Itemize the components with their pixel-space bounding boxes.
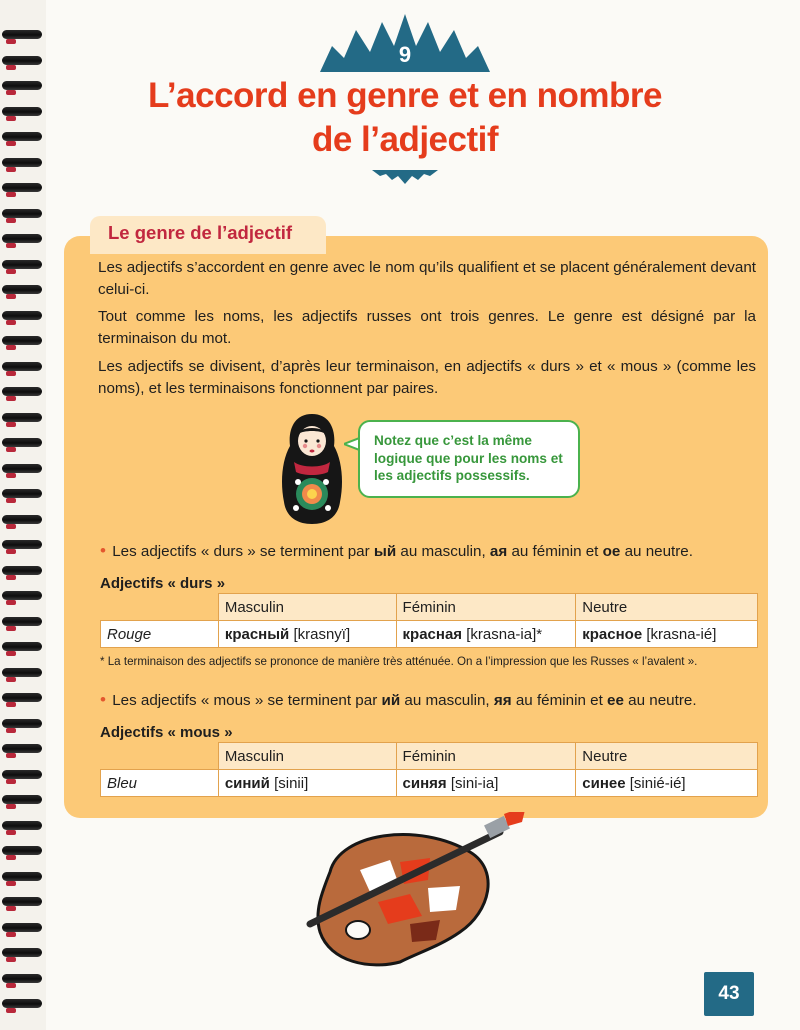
spiral-coil (2, 872, 42, 881)
spiral-coil (2, 413, 42, 422)
spiral-coil (2, 515, 42, 524)
table-header-row (101, 743, 758, 770)
hard-adjectives-subtitle: Adjectifs « durs » (100, 575, 226, 592)
spiral-coil (2, 744, 42, 753)
spiral-coil (2, 897, 42, 906)
spiral-coil (2, 362, 42, 371)
spiral-coil (2, 387, 42, 396)
spiral-coil (2, 336, 42, 345)
cell-neutre: красное [krasna-ié] (576, 621, 758, 648)
spiral-coil (2, 107, 42, 116)
spiral-coil (2, 795, 42, 804)
cell-masculin: красный [krasnyï] (218, 621, 396, 648)
bullet-dot: • (100, 690, 106, 709)
tip-bubble: Notez que c’est la même logique que pour les noms et les adjectifs possessifs. (358, 420, 580, 498)
spiral-coil (2, 617, 42, 626)
hard-adjectives-rule: • Les adjectifs « durs » se terminent par ый au masculin, ая au féminin et ое au neutre. (100, 541, 693, 560)
header-masculin: Masculin (218, 743, 396, 770)
hard-adjectives-table (100, 593, 758, 648)
paragraph-1: Les adjectifs s’accordent en genre avec le nom qu’ils qualifient et se placent généralement devant celui-ci. (98, 259, 756, 298)
section-heading: Le genre de l’adjectif (108, 222, 293, 243)
spiral-coil (2, 234, 42, 243)
page-title (60, 74, 750, 162)
spiral-coil (2, 591, 42, 600)
ending-masculine: ый (373, 543, 397, 560)
header-feminin: Féminin (396, 743, 576, 770)
spiral-coil (2, 642, 42, 651)
spiral-coil (2, 974, 42, 983)
matryoshka-doll-icon (276, 412, 348, 528)
row-label: Bleu (101, 770, 219, 797)
soft-adjectives-rule: • Les adjectifs « mous » se terminent par ий au masculin, яя au féminin et ее au neutre. (100, 690, 697, 709)
table-corner (101, 594, 219, 621)
header-masculin: Masculin (218, 594, 396, 621)
header-neutre: Neutre (576, 594, 758, 621)
page-number: 43 (704, 972, 754, 1016)
spiral-coil (2, 693, 42, 702)
table-row (101, 770, 758, 797)
title-line-2: de l’adjectif (311, 120, 499, 159)
chapter-badge (320, 12, 490, 72)
spiral-coil (2, 668, 42, 677)
spiral-coil (2, 566, 42, 575)
cell-masculin: синий [sinii] (218, 770, 396, 797)
spiral-coil (2, 132, 42, 141)
spiral-coil (2, 999, 42, 1008)
spiral-coil (2, 438, 42, 447)
soft-adjectives-subtitle: Adjectifs « mous » (100, 724, 233, 741)
spiral-coil (2, 260, 42, 269)
spiral-coil (2, 540, 42, 549)
cell-neutre: синее [sinié-ié] (576, 770, 758, 797)
spiral-coil (2, 821, 42, 830)
spiral-coil (2, 489, 42, 498)
spiral-binding (0, 0, 46, 1030)
spiral-coil (2, 30, 42, 39)
ending-masculine: ий (381, 692, 401, 709)
row-label: Rouge (101, 621, 219, 648)
ending-feminine: ая (489, 543, 508, 560)
cell-feminin: синяя [sini-ia] (396, 770, 576, 797)
paragraph-3: Les adjectifs se divisent, d’après leur terminaison, en adjectifs « durs » et « mous » (comme les noms), et les terminaisons fonctionnent par paires. (98, 358, 756, 397)
spiral-coil (2, 923, 42, 932)
paint-palette-icon (300, 812, 530, 972)
spiral-coil (2, 719, 42, 728)
pronunciation-footnote: * La terminaison des adjectifs se prononce de manière très atténuée. On a l’impression que les Russes « l’avalent ». (100, 655, 698, 668)
spiral-coil (2, 285, 42, 294)
spiral-coil (2, 846, 42, 855)
spiral-coil (2, 183, 42, 192)
cell-feminin: красная [krasna-ia]* (396, 621, 576, 648)
spiral-coil (2, 464, 42, 473)
ending-neuter: ое (602, 543, 621, 560)
chapter-number: 9 (398, 42, 412, 67)
spiral-coil (2, 81, 42, 90)
bullet-dot: • (100, 541, 106, 560)
title-line-1: L’accord en genre et en nombre (147, 76, 663, 115)
header-feminin: Féminin (396, 594, 576, 621)
spiral-coil (2, 56, 42, 65)
spiral-coil (2, 948, 42, 957)
ending-feminine: яя (493, 692, 512, 709)
table-row (101, 621, 758, 648)
spiral-coil (2, 311, 42, 320)
table-corner (101, 743, 219, 770)
spiral-coil (2, 209, 42, 218)
soft-adjectives-table (100, 742, 758, 797)
spiral-coil (2, 158, 42, 167)
title-bottom-ornament (372, 170, 438, 184)
paragraph-2: Tout comme les noms, les adjectifs russes ont trois genres. Le genre est désigné par la terminaison du mot. (98, 308, 756, 347)
table-header-row (101, 594, 758, 621)
spiral-coil (2, 770, 42, 779)
ending-neuter: ее (607, 692, 624, 709)
header-neutre: Neutre (576, 743, 758, 770)
